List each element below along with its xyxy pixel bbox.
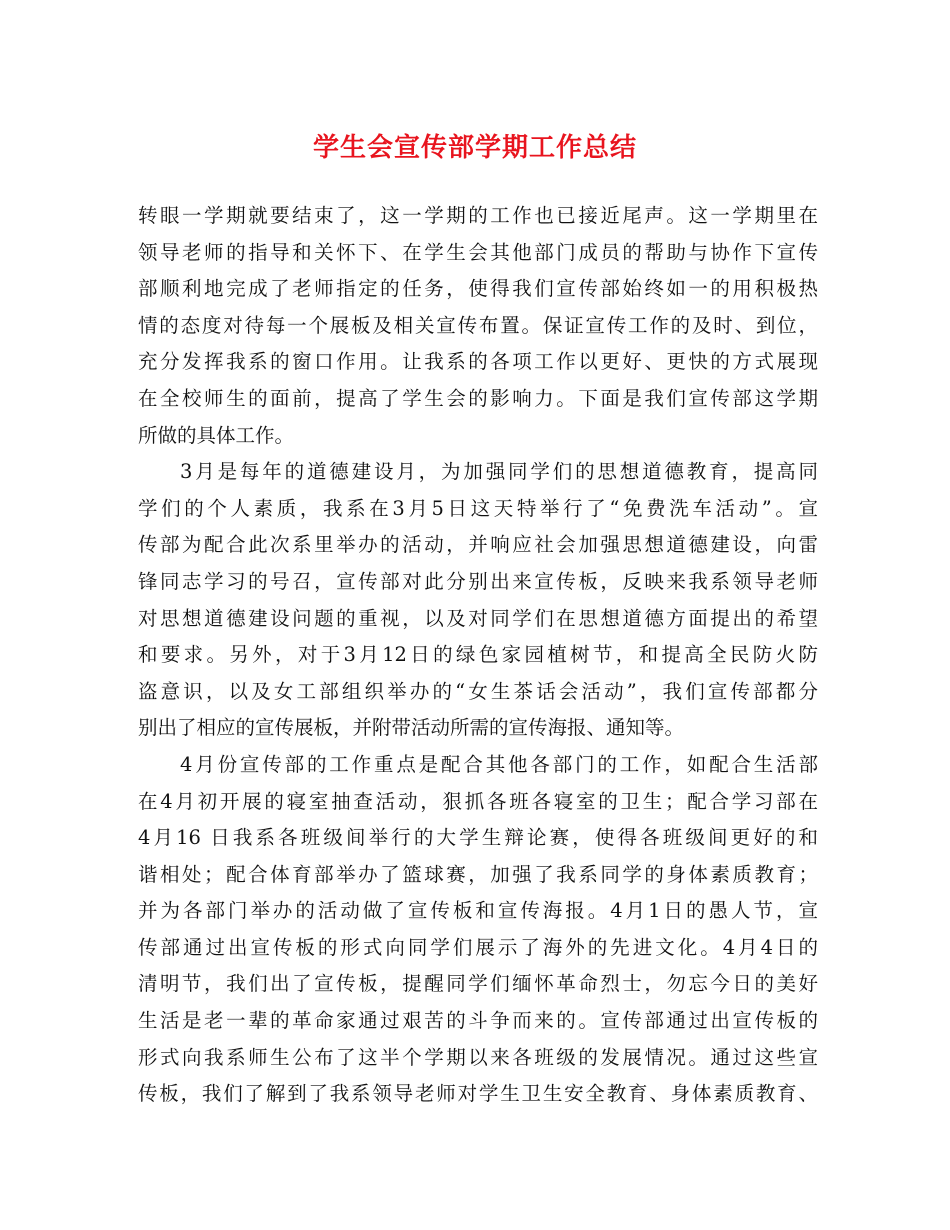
paragraph-3-line-5: 并为各部门举办的活动做了宣传板和宣传海报。4月1日的愚人节，宣 [138, 899, 818, 923]
paragraph-3-line-8: 生活是老一辈的革命家通过艰苦的斗争而来的。宣传部通过出宣传板的 [138, 1009, 818, 1033]
paragraph-2-line-3: 传部为配合此次系里举办的活动，并响应社会加强思想道德建设，向雷 [138, 533, 818, 557]
document-body [138, 198, 818, 1113]
paragraph-2-line-4: 锋同志学习的号召，宣传部对此分别出来宣传板，反映来我系领导老师 [138, 569, 818, 593]
paragraph-3-line-6: 传部通过出宣传板的形式向同学们展示了海外的先进文化。4月4日的 [138, 935, 818, 959]
paragraph-1-line-2: 领导老师的指导和关怀下、在学生会其他部门成员的帮助与协作下宣传 [138, 240, 818, 264]
paragraph-2-line-2: 学们的个人素质，我系在3月5日这天特举行了“免费洗车活动”。宣 [138, 496, 818, 520]
paragraph-3-line-1: 4月份宣传部的工作重点是配合其他各部门的工作，如配合生活部 [180, 752, 818, 776]
paragraph-2-line-7: 盗意识，以及女工部组织举办的“女生茶话会活动”，我们宣传部都分 [138, 679, 818, 703]
paragraph-1-line-1: 转眼一学期就要结束了，这一学期的工作也已接近尾声。这一学期里在 [138, 204, 818, 227]
paragraph-3-line-10: 传板，我们了解到了我系领导老师对学生卫生安全教育、身体素质教育、 [138, 1082, 818, 1106]
paragraph-1-line-5: 充分发挥我系的窗口作用。让我系的各项工作以更好、更快的方式展现 [138, 350, 818, 374]
paragraph-2-line-1: 3月是每年的道德建设月，为加强同学们的思想道德教育，提高同 [180, 460, 818, 484]
paragraph-1-line-4: 情的态度对待每一个展板及相关宣传布置。保证宣传工作的及时、到位， [138, 313, 818, 337]
paragraph-1-line-3: 部顺利地完成了老师指定的任务，使得我们宣传部始终如一的用积极热 [138, 277, 818, 301]
paragraph-3-line-9: 形式向我系师生公布了这半个学期以来各班级的发展情况。通过这些宣 [138, 1045, 818, 1069]
paragraph-3-line-3: 4月16 日我系各班级间举行的大学生辩论赛，使得各班级间更好的和 [138, 826, 818, 850]
paragraph-1-line-6: 在全校师生的面前，提高了学生会的影响力。下面是我们宣传部这学期 [138, 386, 818, 410]
paragraph-3-line-2: 在4月初开展的寝室抽查活动，狠抓各班各寝室的卫生；配合学习部在 [138, 789, 818, 813]
paragraph-2-line-8: 别出了相应的宣传展板，并附带活动所需的宣传海报、通知等。 [138, 716, 685, 740]
paragraph-2-line-5: 对思想道德建设问题的重视，以及对同学们在思想道德方面提出的希望 [138, 606, 818, 630]
paragraph-3-line-4: 谐相处；配合体育部举办了篮球赛，加强了我系同学的身体素质教育； [138, 862, 818, 886]
paragraph-1-line-7: 所做的具体工作。 [138, 423, 295, 447]
paragraph-3-line-7: 清明节，我们出了宣传板，提醒同学们缅怀革命烈士，勿忘今日的美好 [138, 972, 818, 996]
paragraph-2-line-6: 和要求。另外，对于3月12日的绿色家园植树节，和提高全民防火防 [138, 643, 818, 667]
document-title: 学生会宣传部学期工作总结 [312, 133, 637, 163]
